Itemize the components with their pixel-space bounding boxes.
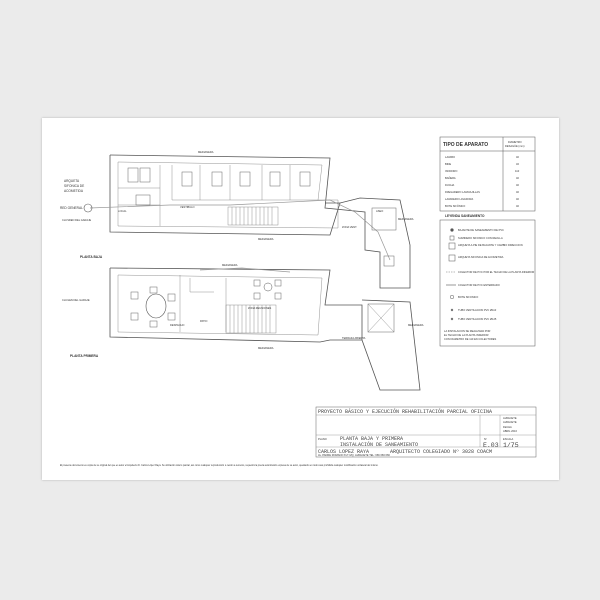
plano-title-1: PLANTA BAJA Y PRIMERA — [340, 436, 404, 442]
legend-note: LA INSTALACION SE REALIZARA POR — [444, 330, 491, 333]
downpipe-icon — [450, 228, 453, 231]
vestibulo-label: VESTIBULO — [180, 206, 195, 209]
apparatus-row-value: 110 — [515, 170, 520, 173]
legend-item: TUBO VENTILACION PVC Ø125 — [458, 318, 497, 321]
arqueta-label: ACOMETIDA — [64, 189, 83, 193]
first-floor-plan — [110, 268, 420, 390]
planta-baja-title: PLANTA BAJA — [80, 255, 103, 259]
title-block — [60, 407, 536, 467]
plan-scale: 1/75 — [503, 442, 519, 449]
patio-label: PATIO — [200, 320, 208, 323]
apparatus-row-value: 40 — [516, 205, 519, 208]
apparatus-table — [440, 137, 535, 211]
legend-item: ARQUETA SIFONICA DE ACOMETIDA — [458, 256, 504, 259]
date: ABRIL 2016 — [503, 430, 517, 433]
medianera-label: MEDIANERA — [258, 238, 274, 241]
author-role: ARQUITECTO COLEGIADO Nº 3028 COACM — [390, 449, 493, 455]
red-general-label: RED GENERAL — [60, 206, 83, 210]
medianera-label: MEDIANERA — [198, 151, 214, 154]
author-address: Av. PADRE ROMANO 8 2º IZQ. ALBACETE TEL: 666 666 666 — [318, 454, 390, 457]
apparatus-table-header-type: TIPO DE APARATO — [443, 142, 489, 148]
legend-item: COLECTOR DE PVC POR EL TECHO DE LA PLANTA INFERIOR — [458, 271, 535, 274]
apparatus-row-name: INODORO — [445, 170, 458, 173]
legend-item: BAJANTE DE SANEAMIENTO DE PVC — [458, 229, 504, 232]
legend-note: CON DIAMETRO DE 110 EN COLECTORES — [444, 338, 497, 341]
zona-reuniones-label: ZONA REUNIONES — [248, 307, 272, 310]
date-label: FECHA — [503, 426, 512, 429]
vent-pipe-125-icon — [451, 318, 453, 320]
plano-label: PLANO — [318, 438, 327, 441]
apparatus-row-value: 32 — [516, 163, 519, 166]
siphon-pot-icon — [450, 295, 454, 299]
legend-item: BOTE SIFONICO — [458, 296, 479, 299]
number-label: Nº — [484, 438, 487, 441]
legend-note: EL TECHO DE LA PLANTA INFERIOR — [444, 334, 489, 337]
aseo-label: ASEO — [376, 210, 384, 213]
drain-icon — [450, 236, 454, 240]
legend-item: ARQUETA A PIE DE BAJANTE Y CAMBIO DIRECCION — [458, 244, 523, 247]
project-title: PROYECTO BÁSICO Y EJECUCIÓN REHABILITACIÓN PARCIAL OFICINA — [318, 409, 493, 415]
local-label: LOCAL — [118, 210, 127, 213]
apparatus-row-name: LAVADERO LAVADORA — [445, 198, 474, 201]
apparatus-row-name: DUCHA — [445, 184, 455, 187]
legend-item: SUMIDERO SIFONICO CON REJILLA — [458, 237, 503, 240]
copyright-notice: El presente documento es copia de su original del que es autor el Arquitecto D. Carlos López Raya. Su utilización total o parcial, así como cualquier reproducción o cesión a terceros, requerirá la previa autorización expresa de su autor, quedando en todo caso prohibida cualquier modificación unilateral del mismo. — [60, 465, 379, 467]
despacho-label: DESPACHO — [170, 324, 185, 327]
legend — [440, 214, 535, 346]
medianera-label: MEDIANERA — [398, 218, 414, 221]
plan-number: E.03 — [483, 442, 499, 449]
siphon-manhole-icon — [449, 255, 455, 261]
vent-pipe-110-icon — [451, 309, 453, 311]
apparatus-row-value: 40 — [516, 156, 519, 159]
apparatus-row-value: 40 — [516, 184, 519, 187]
legend-title: LEYENDA SANEAMIENTO — [445, 214, 485, 218]
apparatus-row-name: FREGADERO LAVAVAJILLAS — [445, 191, 480, 194]
medianera-label: MEDIANERA — [222, 264, 238, 267]
location: ALBACETE — [503, 417, 517, 420]
location: ALBACETE — [503, 421, 517, 424]
medianera-label: MEDIANERA — [408, 324, 424, 327]
legend-item: TUBO VENTILACION PVC Ø110 — [458, 309, 497, 312]
apparatus-table-header-diameter-1: DIAMETRO — [508, 141, 522, 144]
apparatus-row-value: 40 — [516, 177, 519, 180]
apparatus-row-name: BIDE — [445, 163, 452, 166]
apparatus-table-header-diameter-2: DESAGÜE (mm) — [505, 145, 525, 148]
garage-access-label: CH.ISDEN DEL GARAJE — [62, 219, 92, 222]
garage-access-label: CH.IGEN DEL GARAJE — [62, 299, 90, 302]
planta-primera-title: PLANTA PRIMERA — [70, 354, 99, 358]
medianera-label: MEDIANERA — [258, 347, 274, 350]
arqueta-label: SIFONICA DE — [64, 184, 85, 188]
manhole-icon — [449, 243, 455, 249]
apparatus-row-value: 40 — [516, 198, 519, 201]
legend-item: COLECTOR DE PVC ENTERRADO — [458, 284, 500, 287]
arqueta-label: ARQUETA — [64, 179, 80, 183]
apparatus-row-name: BAÑERA — [445, 177, 456, 180]
apparatus-row-name: BOTE SIFÓNICO — [445, 205, 466, 208]
apparatus-row-name: LAVABO — [445, 156, 455, 159]
apparatus-row-value: 40 — [516, 191, 519, 194]
vent-zone-label: ZONA VENT. — [342, 226, 358, 229]
plano-title-2: INSTALACIÓN DE SANEAMIENTO — [340, 442, 419, 448]
author: CARLOS LOPEZ RAYA — [318, 449, 370, 455]
scale-label: ESCALA — [503, 438, 514, 441]
terraza-label: TERRAZA ABIERTA — [342, 337, 366, 340]
